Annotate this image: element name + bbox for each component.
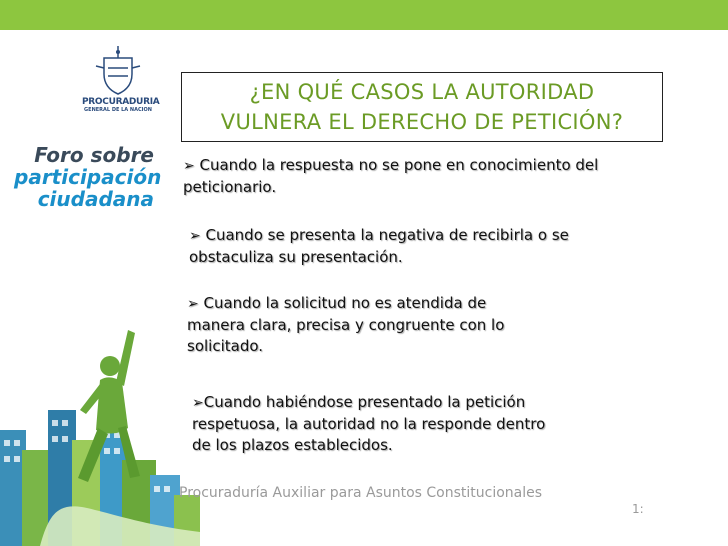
title-line1: ¿EN QUÉ CASOS LA AUTORIDAD [249, 80, 595, 104]
logo-text [82, 97, 160, 113]
shield-icon [78, 44, 158, 134]
bullet-3-text: Cuando la solicitud no es atendida de manera clara, precisa y congruente con lo solicitado. [187, 294, 505, 355]
arrow-bullet-icon: ➢ [189, 228, 201, 244]
city-illustration [0, 300, 200, 546]
brand-line2: participación [14, 165, 162, 189]
bullet-2-text: Cuando se presenta la negativa de recibirla o se obstaculiza su presentación. [189, 226, 569, 266]
slide-title [181, 72, 663, 142]
bullet-1-text: Cuando la respuesta no se pone en conocimiento del peticionario. [183, 156, 599, 196]
logo-line1: PROCURADURIA [82, 97, 160, 107]
brand-line1: Foro sobre [34, 143, 154, 167]
bullet-4 [192, 392, 567, 456]
arrow-bullet-icon: ➢ [183, 158, 195, 174]
bullet-3 [187, 293, 527, 357]
footer-text: Procuraduría Auxiliar para Asuntos Constitucionales [179, 485, 543, 501]
title-line2: VULNERA EL DERECHO DE PETICIÓN? [220, 110, 624, 134]
arrow-bullet-icon: ➢ [192, 395, 204, 411]
logo-line2: GENERAL DE LA NACION [84, 107, 152, 113]
brand-line3: ciudadana [37, 187, 154, 211]
arrow-bullet-icon: ➢ [187, 296, 199, 312]
bullet-2 [189, 225, 569, 268]
bullet-4-text: Cuando habiéndose presentado la petición respetuosa, la autoridad no la responde dentro de los plazos establecidos. [192, 393, 546, 454]
brand-text [14, 143, 162, 211]
page-number: 1: [632, 502, 644, 516]
bullet-1 [183, 155, 653, 198]
top-green-bar [0, 0, 728, 30]
